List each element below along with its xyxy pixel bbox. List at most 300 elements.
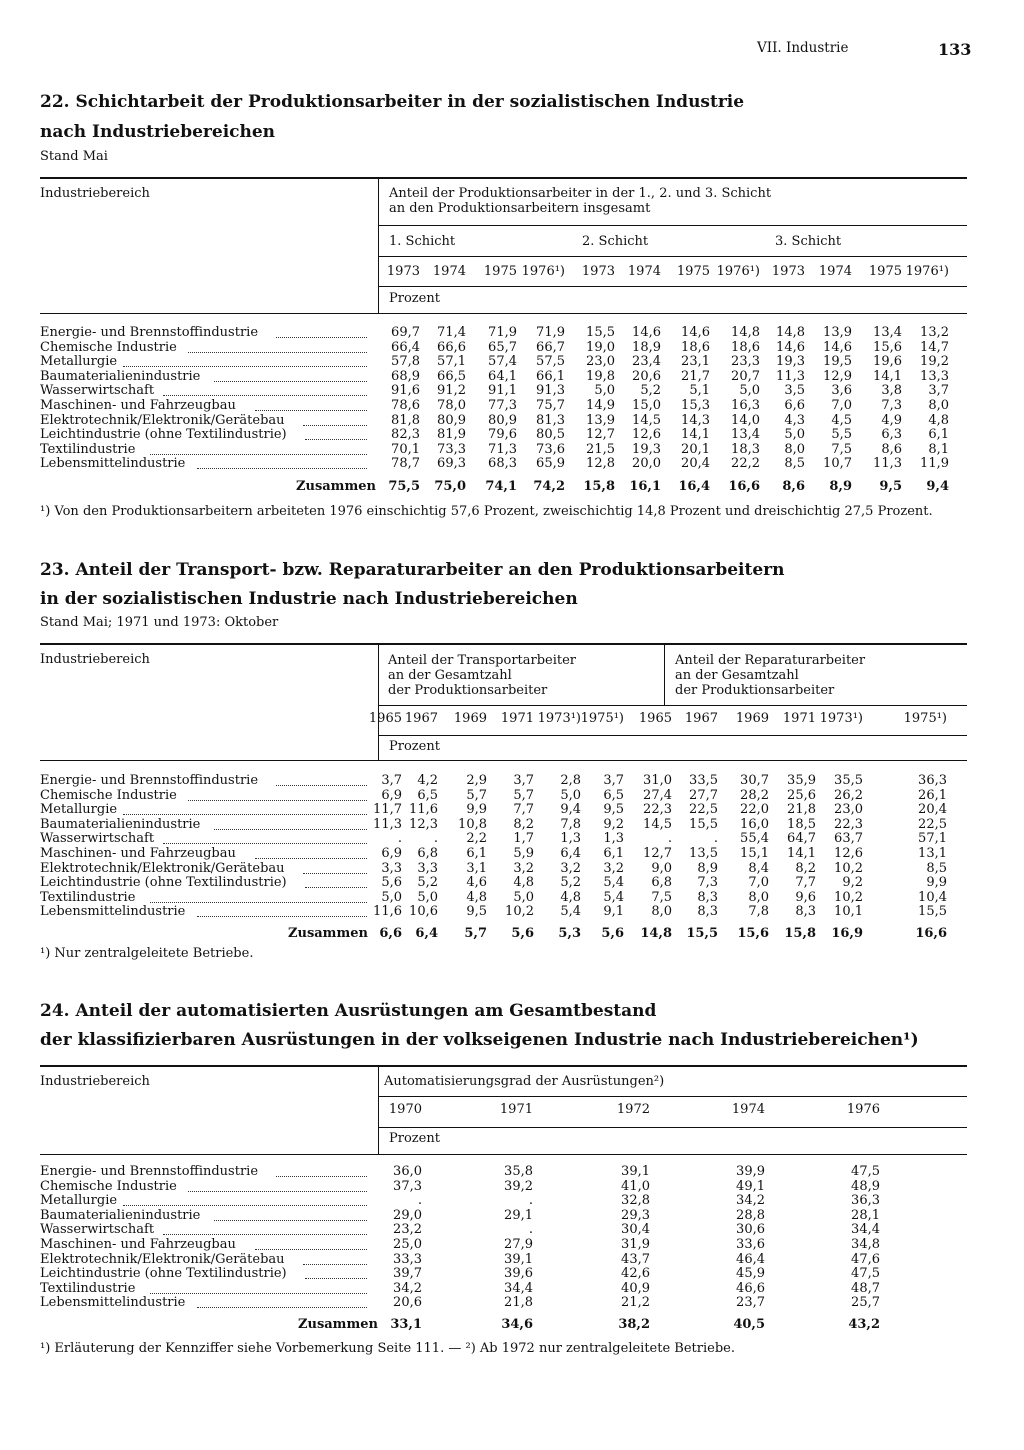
t22-cell: 23,3 xyxy=(731,354,760,370)
t24-cell: 20,6 xyxy=(393,1295,422,1311)
t23-cell: 64,7 xyxy=(787,831,816,847)
t22-total-cell: 74,1 xyxy=(485,479,517,494)
t23-total-cell: 15,5 xyxy=(686,926,718,941)
t23-cell: 21,8 xyxy=(787,802,816,818)
t22-cell: 77,3 xyxy=(488,398,517,413)
t23-row-label: Energie- und Brennstoffindustrie xyxy=(40,773,259,788)
table24-rule-c xyxy=(40,1154,967,1155)
t22-cell: 57,5 xyxy=(536,354,565,370)
table24-title-line1: 24. Anteil der automatisierten Ausrüstungen am Gesamtbestand xyxy=(40,1001,657,1021)
t22-year-header: 1974 xyxy=(627,264,661,279)
t22-cell: 81,3 xyxy=(536,412,565,428)
t23-cell: 7,8 xyxy=(560,816,581,832)
t23-cell: 5,0 xyxy=(381,889,402,905)
t22-subgroup-header: 1. Schicht xyxy=(389,234,456,249)
t22-cell: 66,5 xyxy=(437,368,466,384)
t22-cell: 65,7 xyxy=(488,339,517,355)
t22-cell: 21,5 xyxy=(586,441,615,457)
t24-year-header: 1971 xyxy=(499,1102,533,1117)
t23-cell: 16,0 xyxy=(740,816,769,832)
t23-cell: 10,1 xyxy=(834,904,863,920)
t22-leader-dots xyxy=(163,395,367,396)
t22-cell: 13,9 xyxy=(586,412,615,428)
t23-total-cell: 5,7 xyxy=(464,926,487,941)
t22-cell: 14,6 xyxy=(681,325,710,340)
t23-total-cell: 16,9 xyxy=(831,926,863,941)
t22-cell: 4,5 xyxy=(831,412,852,428)
t22-year-header: 1973 xyxy=(581,264,615,279)
t22-cell: 21,7 xyxy=(681,368,710,384)
t23-cell: 12,7 xyxy=(643,846,672,861)
t22-cell: 78,7 xyxy=(391,456,420,472)
t24-row-label: Maschinen- und Fahrzeugbau xyxy=(40,1237,236,1252)
t23-cell: 12,6 xyxy=(834,846,863,861)
t24-cell: 39,1 xyxy=(504,1251,533,1267)
t22-cell: 5,2 xyxy=(640,383,661,399)
t22-leader-dots xyxy=(123,366,367,367)
t22-cell: 20,4 xyxy=(681,456,710,472)
t22-cell: 13,4 xyxy=(873,325,902,340)
t23-cell: 5,0 xyxy=(513,889,534,905)
t23-cell: 2,9 xyxy=(466,773,487,788)
table22-rule-top xyxy=(40,177,967,179)
t22-cell: 57,8 xyxy=(391,354,420,370)
t22-cell: 19,8 xyxy=(586,368,615,384)
t22-cell: 7,5 xyxy=(831,441,852,457)
t23-cell: 18,5 xyxy=(787,816,816,832)
t22-cell: 14,5 xyxy=(632,412,661,428)
t22-cell: 6,1 xyxy=(928,427,949,443)
t23-cell: 4,6 xyxy=(466,875,487,891)
t23-cell: 14,5 xyxy=(643,816,672,832)
t24-row-label: Baumaterialienindustrie xyxy=(40,1207,201,1223)
t24-cell: 39,1 xyxy=(621,1164,650,1179)
t23-cell: 9,9 xyxy=(926,875,947,891)
t22-cell: 14,1 xyxy=(681,427,710,443)
t22-cell: 18,3 xyxy=(731,441,760,457)
t22-row-label: Energie- und Brennstoffindustrie xyxy=(40,325,259,340)
t23-cell: 14,1 xyxy=(787,846,816,861)
t22-year-header: 1976¹) xyxy=(716,264,760,279)
t23-cell: 6,1 xyxy=(603,846,624,861)
t23-cell: 6,5 xyxy=(603,787,624,803)
t22-cell: 15,0 xyxy=(632,398,661,413)
t22-cell: 23,1 xyxy=(681,354,710,370)
t23-cell: 5,0 xyxy=(560,787,581,803)
t23-cell: 35,9 xyxy=(787,773,816,788)
t23-cell: 10,4 xyxy=(918,889,947,905)
t23-cell: 63,7 xyxy=(834,831,863,847)
t24-row-label: Wasserwirtschaft xyxy=(40,1222,155,1238)
t24-total-cell: 38,2 xyxy=(618,1317,650,1332)
t23-cell: 4,8 xyxy=(466,889,487,905)
t23-year-header: 1965 xyxy=(638,711,672,726)
t24-row-label: Elektrotechnik/Elektronik/Gerätebau xyxy=(40,1251,285,1267)
t23-cell: 8,9 xyxy=(697,860,718,876)
t22-cell: 7,3 xyxy=(881,398,902,413)
t22-cell: 14,6 xyxy=(823,339,852,355)
t22-cell: 71,4 xyxy=(437,325,466,340)
t22-total-cell: 9,5 xyxy=(879,479,902,494)
t23-row-label: Leichtindustrie (ohne Textilindustrie) xyxy=(40,875,287,891)
t23-cell: 55,4 xyxy=(740,831,769,847)
t22-row-label: Wasserwirtschaft xyxy=(40,383,155,399)
t23-total-cell: 15,6 xyxy=(737,926,769,941)
t22-row-label: Textilindustrie xyxy=(40,441,136,457)
t22-cell: 57,1 xyxy=(437,354,466,370)
t23-cell: 6,9 xyxy=(381,846,402,861)
t22-leader-dots xyxy=(214,381,367,382)
t22-total-cell: 75,0 xyxy=(434,479,466,494)
table24-footnote: ¹) Erläuterung der Kennziffer siehe Vorbemerkung Seite 111. — ²) Ab 1972 nur zentralgeleitete Betriebe. xyxy=(40,1341,735,1356)
t23-leader-dots xyxy=(123,814,367,815)
t24-cell: 35,8 xyxy=(504,1164,533,1179)
table23-group-b-1: Anteil der Reparaturarbeiter xyxy=(675,653,866,668)
t23-cell: 7,8 xyxy=(748,904,769,920)
table22-title-line1: 22. Schichtarbeit der Produktionsarbeiter in der sozialistischen Industrie xyxy=(40,92,745,112)
t22-row-label: Leichtindustrie (ohne Textilindustrie) xyxy=(40,427,287,443)
t24-cell: 36,3 xyxy=(851,1193,880,1209)
t23-cell: 9,0 xyxy=(651,860,672,876)
t22-cell: 19,6 xyxy=(873,354,902,370)
t22-leader-dots xyxy=(197,468,367,469)
t23-cell: 6,9 xyxy=(381,787,402,803)
t23-cell: 2,2 xyxy=(466,831,487,847)
table22-group-header-1: Anteil der Produktionsarbeiter in der 1., 2. und 3. Schicht xyxy=(389,186,772,201)
t22-row-label: Metallurgie xyxy=(40,354,118,370)
t23-cell: 6,5 xyxy=(417,787,438,803)
t22-cell: 14,9 xyxy=(586,398,615,413)
t23-cell: 3,2 xyxy=(513,860,534,876)
t24-row-label: Lebensmittelindustrie xyxy=(40,1295,186,1311)
t22-cell: 15,5 xyxy=(586,325,615,340)
t24-cell: 28,8 xyxy=(736,1207,765,1223)
t22-year-header: 1974 xyxy=(432,264,466,279)
t22-cell: 13,3 xyxy=(920,368,949,384)
t22-cell: 18,9 xyxy=(632,339,661,355)
t24-row-label: Metallurgie xyxy=(40,1193,118,1209)
t22-total-cell: 15,8 xyxy=(583,479,615,494)
t23-cell: 26,1 xyxy=(918,787,947,803)
t22-cell: 71,9 xyxy=(536,325,565,340)
t24-row-label: Energie- und Brennstoffindustrie xyxy=(40,1164,259,1179)
t22-total-cell: 8,9 xyxy=(829,479,852,494)
page-section: VII. Industrie xyxy=(757,40,849,56)
t22-leader-dots xyxy=(188,352,367,353)
t24-cell: 25,7 xyxy=(851,1295,880,1311)
t24-year-header: 1972 xyxy=(616,1102,650,1117)
t22-year-header: 1976¹) xyxy=(521,264,565,279)
t23-cell: 15,5 xyxy=(918,904,947,920)
t23-row-label: Chemische Industrie xyxy=(40,787,177,803)
t22-total-cell: 16,4 xyxy=(678,479,710,494)
t24-cell: 39,2 xyxy=(504,1178,533,1194)
t22-cell: 12,6 xyxy=(632,427,661,443)
table22-divider xyxy=(378,177,379,313)
table23-rule-top xyxy=(40,643,967,645)
t22-cell: 75,7 xyxy=(536,398,565,413)
t24-total-label: Zusammen xyxy=(298,1317,378,1332)
t24-cell: 46,4 xyxy=(736,1251,765,1267)
t23-cell: 8,5 xyxy=(926,860,947,876)
table24-title-line2: der klassifizierbaren Ausrüstungen in der volkseigenen Industrie nach Industriebereichen¹) xyxy=(40,1030,919,1050)
t24-cell: 36,0 xyxy=(393,1164,422,1179)
t23-year-header: 1967 xyxy=(404,711,438,726)
table22-rule-b xyxy=(379,256,967,257)
t22-subgroup-header: 2. Schicht xyxy=(582,234,649,249)
t23-cell: 5,4 xyxy=(560,904,581,920)
t23-row-label: Elektrotechnik/Elektronik/Gerätebau xyxy=(40,860,285,876)
t23-cell: 3,7 xyxy=(603,773,624,788)
t24-cell: 29,1 xyxy=(504,1207,533,1223)
t23-total-label: Zusammen xyxy=(288,926,368,941)
t24-cell: 47,5 xyxy=(851,1266,880,1282)
t22-cell: 13,4 xyxy=(731,427,760,443)
t24-cell: 21,8 xyxy=(504,1295,533,1311)
t22-cell: 4,3 xyxy=(784,412,805,428)
t22-total-label: Zusammen xyxy=(296,479,376,494)
t22-cell: 5,5 xyxy=(831,427,852,443)
t22-cell: 79,6 xyxy=(488,427,517,443)
t22-cell: 66,6 xyxy=(437,339,466,355)
t24-cell: 37,3 xyxy=(393,1178,422,1194)
t24-cell: 47,6 xyxy=(851,1251,880,1267)
t23-cell: 8,0 xyxy=(651,904,672,920)
t24-leader-dots xyxy=(214,1220,367,1221)
table23-divider-groups xyxy=(664,643,665,705)
t24-cell: 39,7 xyxy=(393,1266,422,1282)
t23-year-header: 1971 xyxy=(500,711,534,726)
t23-cell: 7,7 xyxy=(795,875,816,891)
t22-cell: 5,0 xyxy=(739,383,760,399)
t24-row-label: Leichtindustrie (ohne Textilindustrie) xyxy=(40,1266,287,1282)
t23-cell: 9,5 xyxy=(603,802,624,818)
t23-cell: 10,2 xyxy=(834,860,863,876)
t23-cell: 8,2 xyxy=(795,860,816,876)
table22-group-header-2: an den Produktionsarbeitern insgesamt xyxy=(389,201,651,216)
t23-cell: 22,5 xyxy=(689,802,718,818)
t22-row-label: Elektrotechnik/Elektronik/Gerätebau xyxy=(40,412,285,428)
t23-year-header: 1973¹) xyxy=(819,711,863,726)
t24-year-header: 1970 xyxy=(388,1102,422,1117)
t22-cell: 19,2 xyxy=(920,354,949,370)
t24-cell: 43,7 xyxy=(621,1251,650,1267)
t23-total-cell: 16,6 xyxy=(915,926,947,941)
t23-cell: 6,8 xyxy=(417,846,438,861)
t23-cell: 8,0 xyxy=(748,889,769,905)
t22-cell: 80,9 xyxy=(488,412,517,428)
t23-cell: 35,5 xyxy=(834,773,863,788)
t23-cell: 27,7 xyxy=(689,787,718,803)
table23-subtitle: Stand Mai; 1971 und 1973: Oktober xyxy=(40,615,279,630)
table22-rule-c xyxy=(379,286,967,287)
t23-cell: 22,3 xyxy=(834,816,863,832)
t24-cell: 45,9 xyxy=(736,1266,765,1282)
table23-col-label: Industriebereich xyxy=(40,652,150,667)
t22-cell: 3,6 xyxy=(831,383,852,399)
t22-total-cell: 9,4 xyxy=(926,479,949,494)
t22-cell: 69,7 xyxy=(391,325,420,340)
t24-leader-dots xyxy=(197,1307,367,1308)
t23-cell: 12,3 xyxy=(409,816,438,832)
t23-cell: . xyxy=(397,831,402,847)
t24-cell: 41,0 xyxy=(621,1178,650,1194)
t22-cell: 5,0 xyxy=(594,383,615,399)
t23-total-cell: 6,4 xyxy=(415,926,438,941)
t23-cell: 1,7 xyxy=(513,831,534,847)
t22-cell: 15,6 xyxy=(873,339,902,355)
t23-cell: 13,1 xyxy=(918,846,947,861)
t22-cell: 66,7 xyxy=(536,339,565,355)
t22-cell: 20,7 xyxy=(731,368,760,384)
t23-cell: 6,1 xyxy=(466,846,487,861)
t22-cell: 70,1 xyxy=(391,441,420,457)
t22-cell: 13,9 xyxy=(823,325,852,340)
t24-total-cell: 43,2 xyxy=(848,1317,880,1332)
t23-cell: 9,1 xyxy=(603,904,624,920)
t23-cell: 1,3 xyxy=(560,831,581,847)
t22-cell: 18,6 xyxy=(681,339,710,355)
t22-cell: 14,0 xyxy=(731,412,760,428)
t23-total-cell: 6,6 xyxy=(379,926,402,941)
t22-year-header: 1975 xyxy=(868,264,902,279)
t22-cell: 20,1 xyxy=(681,441,710,457)
t23-cell: 15,1 xyxy=(740,846,769,861)
table23-rule-b xyxy=(379,735,967,736)
t24-cell: 27,9 xyxy=(504,1237,533,1252)
table23-rule-c xyxy=(40,760,967,761)
t22-cell: 81,9 xyxy=(437,427,466,443)
t22-cell: 91,1 xyxy=(488,383,517,399)
t22-cell: 16,3 xyxy=(731,398,760,413)
t22-cell: 22,2 xyxy=(731,456,760,472)
t22-cell: 82,3 xyxy=(391,427,420,443)
t23-cell: 28,2 xyxy=(740,787,769,803)
t24-cell: 31,9 xyxy=(621,1237,650,1252)
t23-cell: 7,5 xyxy=(651,889,672,905)
t24-cell: 32,8 xyxy=(621,1193,650,1209)
table22-rule-a xyxy=(379,225,967,226)
t22-cell: 18,6 xyxy=(731,339,760,355)
t22-cell: 3,7 xyxy=(928,383,949,399)
t23-cell: 8,2 xyxy=(513,816,534,832)
t22-cell: 11,3 xyxy=(873,456,902,472)
t23-cell: 11,6 xyxy=(409,802,438,818)
table22-col-label: Industriebereich xyxy=(40,186,150,201)
t24-year-header: 1976 xyxy=(846,1102,880,1117)
t22-cell: 19,5 xyxy=(823,354,852,370)
t23-row-label: Metallurgie xyxy=(40,802,118,818)
t24-cell: 33,6 xyxy=(736,1237,765,1252)
t22-row-label: Lebensmittelindustrie xyxy=(40,456,186,472)
table24-rule-b xyxy=(379,1127,967,1128)
t23-cell: 4,8 xyxy=(513,875,534,891)
t23-cell: 27,4 xyxy=(643,787,672,803)
page-number: 133 xyxy=(938,40,972,59)
t22-cell: 91,3 xyxy=(536,383,565,399)
t22-subgroup-header: 3. Schicht xyxy=(775,234,842,249)
table23-footnote: ¹) Nur zentralgeleitete Betriebe. xyxy=(40,946,254,961)
t23-cell: 3,7 xyxy=(381,773,402,788)
t23-row-label: Textilindustrie xyxy=(40,889,136,905)
t23-cell: 8,3 xyxy=(697,889,718,905)
t22-cell: 80,5 xyxy=(536,427,565,443)
t24-cell: 21,2 xyxy=(621,1295,650,1311)
t24-cell: 29,3 xyxy=(621,1207,650,1223)
t24-cell: 48,7 xyxy=(851,1280,880,1296)
t23-year-header: 1975¹) xyxy=(903,711,947,726)
t22-cell: 10,7 xyxy=(823,456,852,472)
t23-cell: 9,9 xyxy=(466,802,487,818)
table22-title-line2: nach Industriebereichen xyxy=(40,122,276,142)
t22-cell: 91,6 xyxy=(391,383,420,399)
t23-cell: 10,8 xyxy=(458,816,487,832)
t24-cell: 30,6 xyxy=(736,1222,765,1238)
t24-cell: 34,4 xyxy=(851,1222,880,1238)
t23-cell: 9,2 xyxy=(842,875,863,891)
t23-cell: 57,1 xyxy=(918,831,947,847)
t22-year-header: 1973 xyxy=(771,264,805,279)
t23-total-cell: 15,8 xyxy=(784,926,816,941)
t23-cell: 36,3 xyxy=(918,773,947,788)
t22-cell: 69,3 xyxy=(437,456,466,472)
t23-cell: 22,5 xyxy=(918,816,947,832)
t22-total-cell: 16,1 xyxy=(629,479,661,494)
t22-year-header: 1975 xyxy=(676,264,710,279)
t23-cell: 5,4 xyxy=(603,875,624,891)
t23-year-header: 1965 xyxy=(368,711,402,726)
t24-total-cell: 33,1 xyxy=(390,1317,422,1332)
t24-cell: 47,5 xyxy=(851,1164,880,1179)
t23-cell: 3,3 xyxy=(381,860,402,876)
table23-title-line1: 23. Anteil der Transport- bzw. Reparaturarbeiter an den Produktionsarbeitern xyxy=(40,560,785,580)
t22-cell: 80,9 xyxy=(437,412,466,428)
t23-row-label: Baumaterialienindustrie xyxy=(40,816,201,832)
t22-total-cell: 74,2 xyxy=(533,479,565,494)
t22-cell: 14,8 xyxy=(776,325,805,340)
t24-leader-dots xyxy=(150,1293,367,1294)
t22-cell: 14,8 xyxy=(731,325,760,340)
t24-total-cell: 40,5 xyxy=(733,1317,765,1332)
t24-cell: 34,2 xyxy=(736,1193,765,1209)
t23-cell: 9,5 xyxy=(466,904,487,920)
t22-total-cell: 16,6 xyxy=(728,479,760,494)
t23-cell: 10,2 xyxy=(834,889,863,905)
t23-cell: 20,4 xyxy=(918,802,947,818)
t23-cell: 7,0 xyxy=(748,875,769,891)
t24-total-cell: 34,6 xyxy=(501,1317,533,1332)
t22-cell: 81,8 xyxy=(391,412,420,428)
t24-cell: 39,9 xyxy=(736,1164,765,1179)
t24-row-label: Textilindustrie xyxy=(40,1280,136,1296)
table24-group-header: Automatisierungsgrad der Ausrüstungen²) xyxy=(384,1074,665,1089)
t24-cell: 39,6 xyxy=(504,1266,533,1282)
t23-cell: 5,2 xyxy=(417,875,438,891)
t22-cell: 68,3 xyxy=(488,456,517,472)
t22-cell: 20,0 xyxy=(632,456,661,472)
t22-cell: 23,4 xyxy=(632,354,661,370)
t22-year-header: 1974 xyxy=(818,264,852,279)
t23-cell: 4,2 xyxy=(417,773,438,788)
t22-cell: 19,3 xyxy=(632,441,661,457)
t23-cell: 30,7 xyxy=(740,773,769,788)
t22-cell: 7,0 xyxy=(831,398,852,413)
t23-cell: 13,5 xyxy=(689,846,718,861)
t23-cell: 5,2 xyxy=(560,875,581,891)
t22-cell: 78,0 xyxy=(437,398,466,413)
t23-cell: 8,3 xyxy=(795,904,816,920)
t23-cell: . xyxy=(433,831,438,847)
